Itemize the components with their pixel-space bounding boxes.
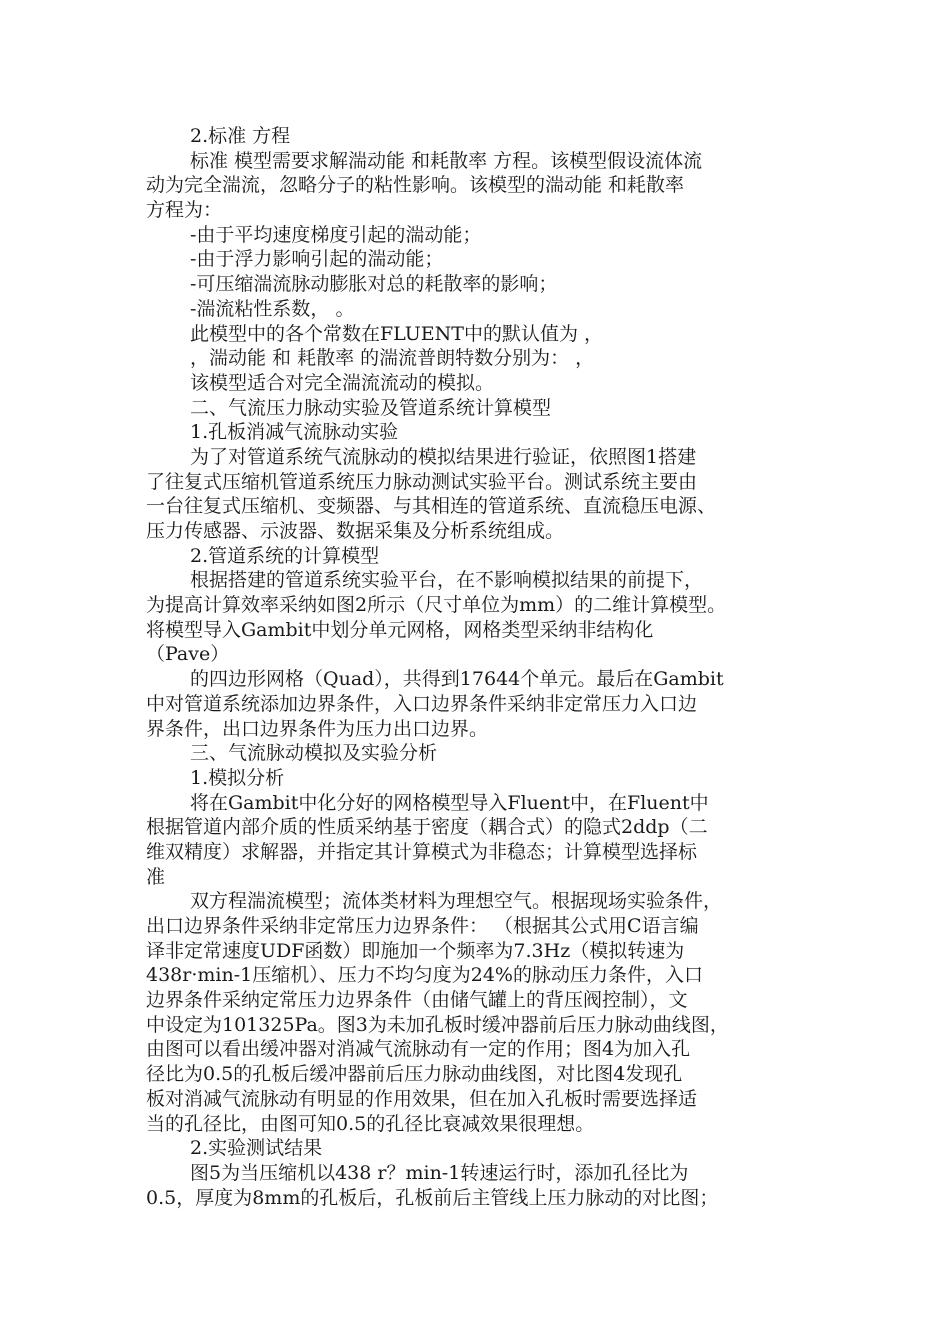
- document-body: [146, 124, 816, 1210]
- text-line: 动为完全湍流，忽略分子的粘性影响。该模型的湍动能 和耗散率: [146, 174, 685, 197]
- text-line: 为了对管道系统气流脉动的模拟结果进行验证，依照图1搭建: [190, 445, 697, 468]
- text-line: 将在Gambit中化分好的网格模型导入Fluent中，在Fluent中: [190, 791, 709, 814]
- text-line: 该模型适合对完全湍流流动的模拟。: [190, 371, 495, 394]
- text-line: 根据搭建的管道系统实验平台，在不影响模拟结果的前提下，: [190, 569, 704, 592]
- text-line: 出口边界条件采纳非定常压力边界条件： （根据其公式用C语言编: [146, 915, 699, 937]
- text-line: 双方程湍流模型；流体类材料为理想空气。根据现场实验条件，: [190, 890, 723, 913]
- text-line: 1.模拟分析: [190, 766, 285, 789]
- text-line: 边界条件采纳定常压力边界条件（由储气罐上的背压阀控制），文: [146, 989, 688, 1012]
- text-line: -湍流粘性系数， 。: [190, 297, 355, 320]
- text-line: 0.5，厚度为8mm的孔板后，孔板前后主管线上压力脉动的对比图；: [146, 1186, 719, 1209]
- text-line: 方程为：: [146, 199, 223, 222]
- text-line: 此模型中的各个常数在FLUENT中的默认值为 ，: [190, 322, 603, 345]
- text-line: 438r·min-1压缩机）、压力不均匀度为24%的脉动压力条件，入口: [146, 964, 703, 987]
- text-line: 维双精度）求解器，并指定其计算模式为非稳态；计算模型选择标: [146, 840, 698, 863]
- text-line: 2.管道系统的计算模型: [190, 544, 380, 567]
- text-line: -可压缩湍流脉动膨胀对总的耗散率的影响；: [190, 273, 558, 296]
- text-line: 一台往复式压缩机、变频器、与其相连的管道系统、直流稳压电源、: [146, 495, 717, 518]
- text-line: （Pave）: [146, 643, 230, 666]
- text-line: 中对管道系统添加边界条件，入口边界条件采纳非定常压力入口边: [146, 692, 698, 715]
- text-line: 三、气流脉动模拟及实验分析: [190, 742, 438, 765]
- text-line: 界条件，出口边界条件为压力出口边界。: [146, 717, 489, 740]
- text-line: 1.孔板消减气流脉动实验: [190, 421, 399, 444]
- text-line: 由图可以看出缓冲器对消减气流脉动有一定的作用；图4为加入孔: [146, 1038, 691, 1061]
- text-line: 2.实验测试结果: [190, 1137, 323, 1160]
- text-line: -由于平均速度梯度引起的湍动能；: [190, 223, 482, 246]
- text-line: 二、气流压力脉动实验及管道系统计算模型: [190, 396, 552, 419]
- text-line: 译非定常速度UDF函数）即施加一个频率为7.3Hz（模拟转速为: [146, 939, 685, 962]
- text-line: 将模型导入Gambit中划分单元网格，网格类型采纳非结构化: [146, 618, 654, 641]
- text-line: 2.标准 方程: [190, 125, 291, 147]
- text-line: 了往复式压缩机管道系统压力脉动测试实验平台。测试系统主要由: [146, 470, 698, 493]
- text-line: 标准 模型需要求解湍动能 和耗散率 方程。该模型假设流体流: [190, 149, 703, 172]
- text-line: -由于浮力影响引起的湍动能；: [190, 248, 444, 271]
- text-line: 中设定为101325Pa。图3为未加孔板时缓冲器前后压力脉动曲线图，: [146, 1013, 729, 1036]
- text-line: 准: [146, 865, 166, 888]
- text-line: 根据管道内部介质的性质采纳基于密度（耦合式）的隐式2ddp（二: [146, 816, 708, 839]
- text-line: 径比为0.5的孔板后缓冲器前后压力脉动曲线图，对比图4发现孔: [146, 1063, 683, 1086]
- text-line: 板对消减气流脉动有明显的作用效果，但在加入孔板时需要选择适: [146, 1087, 698, 1110]
- text-line: 为提高计算效率采纳如图2所示（尺寸单位为mm）的二维计算模型。: [146, 594, 727, 617]
- text-line: 的四边形网格（Quad），共得到17644个单元。最后在Gambit: [190, 668, 724, 691]
- text-line: 当的孔径比，由图可知0.5的孔径比衰减效果很理想。: [146, 1112, 595, 1135]
- text-line: 图5为当压缩机以438 r？min-1转速运行时，添加孔径比为: [190, 1161, 689, 1184]
- text-line: ，湍动能 和 耗散率 的湍流普朗特数分别为： ，: [190, 347, 595, 370]
- text-line: 压力传感器、示波器、数据采集及分析系统组成。: [146, 520, 565, 542]
